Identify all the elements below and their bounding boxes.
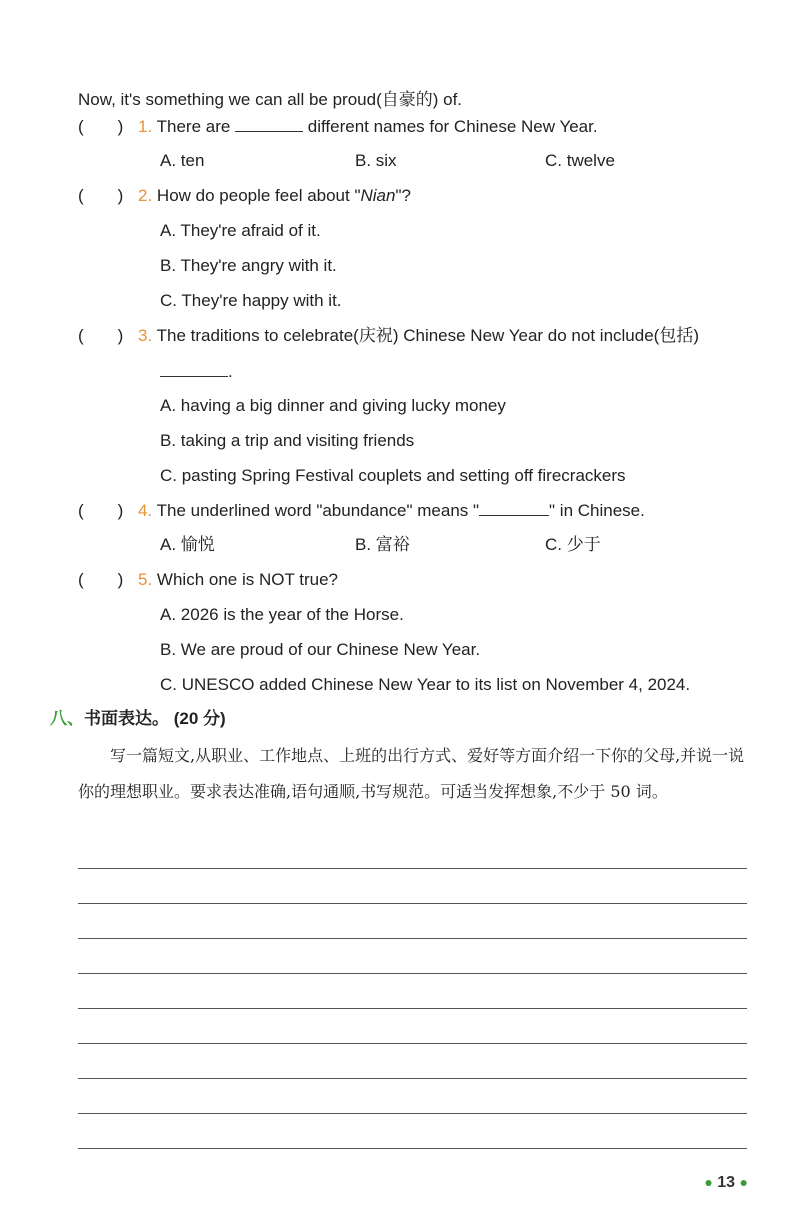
option-c[interactable]: C. They're happy with it.	[160, 291, 342, 310]
writing-line[interactable]	[78, 1078, 747, 1079]
option-a[interactable]: A. 2026 is the year of the Horse.	[160, 605, 404, 624]
question-number: 2.	[138, 186, 153, 205]
question-number: 1.	[138, 117, 153, 136]
writing-line[interactable]	[78, 973, 747, 974]
option-b[interactable]: B. We are proud of our Chinese New Year.	[160, 640, 481, 659]
bullet-dot-icon: ●	[739, 1174, 748, 1190]
option-b[interactable]: B. taking a trip and visiting friends	[160, 431, 415, 450]
question-stem-end: .	[228, 362, 233, 381]
section-heading	[50, 708, 226, 730]
question-stem-end: " in Chinese.	[549, 501, 645, 520]
question-4	[78, 499, 645, 522]
question-stem-end: different names for Chinese New Year.	[307, 117, 598, 136]
passage-last-line: Now, it's something we can all be proud(自豪的) of.	[78, 90, 463, 109]
option-c[interactable]: C. pasting Spring Festival couplets and setting off firecrackers	[160, 466, 626, 485]
option-b[interactable]: B. They're angry with it.	[160, 256, 337, 275]
question-stem: How do people feel about "	[156, 186, 361, 205]
option-c[interactable]: C. UNESCO added Chinese New Year to its list on November 4, 2024.	[160, 675, 691, 694]
writing-line[interactable]	[78, 868, 747, 869]
question-stem: The underlined word "abundance" means "	[156, 501, 480, 520]
writing-line[interactable]	[78, 903, 747, 904]
question-stem: The traditions to celebrate(庆祝) Chinese New Year do not include(包括)	[156, 326, 699, 345]
answer-parentheses[interactable]: ( )	[78, 326, 124, 345]
option-c[interactable]: C. 少于	[545, 535, 601, 554]
answer-parentheses[interactable]: ( )	[78, 117, 124, 136]
writing-line[interactable]	[78, 1008, 747, 1009]
section-points: (20 分)	[173, 709, 226, 728]
page-number	[704, 1174, 748, 1192]
question-stem: There are	[156, 117, 231, 136]
question-number: 4.	[138, 501, 153, 520]
answer-blank[interactable]	[160, 360, 228, 377]
question-stem-end: "?	[395, 186, 411, 205]
option-b[interactable]: B. 富裕	[355, 535, 410, 554]
section-number: 八、	[50, 709, 84, 728]
question-2	[78, 185, 411, 207]
option-a[interactable]: A. ten	[160, 151, 205, 170]
question-number: 3.	[138, 326, 153, 345]
answer-parentheses[interactable]: ( )	[78, 570, 124, 589]
question-3-blank-line	[160, 360, 233, 383]
writing-line[interactable]	[78, 1043, 747, 1044]
option-b[interactable]: B. six	[355, 151, 397, 170]
question-number: 5.	[138, 570, 153, 589]
option-c[interactable]: C. twelve	[545, 151, 615, 170]
option-a[interactable]: A. 愉悦	[160, 535, 215, 554]
question-1	[78, 115, 598, 138]
section-title: 书面表达。	[84, 709, 169, 728]
bullet-dot-icon: ●	[704, 1174, 713, 1190]
writing-instructions: 写一篇短文,从职业、工作地点、上班的出行方式、爱好等方面介绍一下你的父母,并说一说你的理想职业。要求表达准确,语句通顺,书写规范。可适当发挥想象,不少于 50 词。	[78, 746, 745, 801]
writing-line[interactable]	[78, 1113, 747, 1114]
answer-blank[interactable]	[235, 115, 303, 132]
page-number-value: 13	[717, 1174, 736, 1191]
answer-parentheses[interactable]: ( )	[78, 186, 124, 205]
answer-blank[interactable]	[479, 499, 549, 516]
option-a[interactable]: A. having a big dinner and giving lucky money	[160, 396, 506, 415]
question-stem: Which one is NOT true?	[156, 570, 339, 589]
writing-line[interactable]	[78, 1148, 747, 1149]
question-stem-italic: Nian	[360, 186, 396, 205]
question-5	[78, 569, 338, 591]
answer-parentheses[interactable]: ( )	[78, 501, 124, 520]
question-3	[78, 325, 699, 347]
option-a[interactable]: A. They're afraid of it.	[160, 221, 321, 240]
writing-line[interactable]	[78, 938, 747, 939]
